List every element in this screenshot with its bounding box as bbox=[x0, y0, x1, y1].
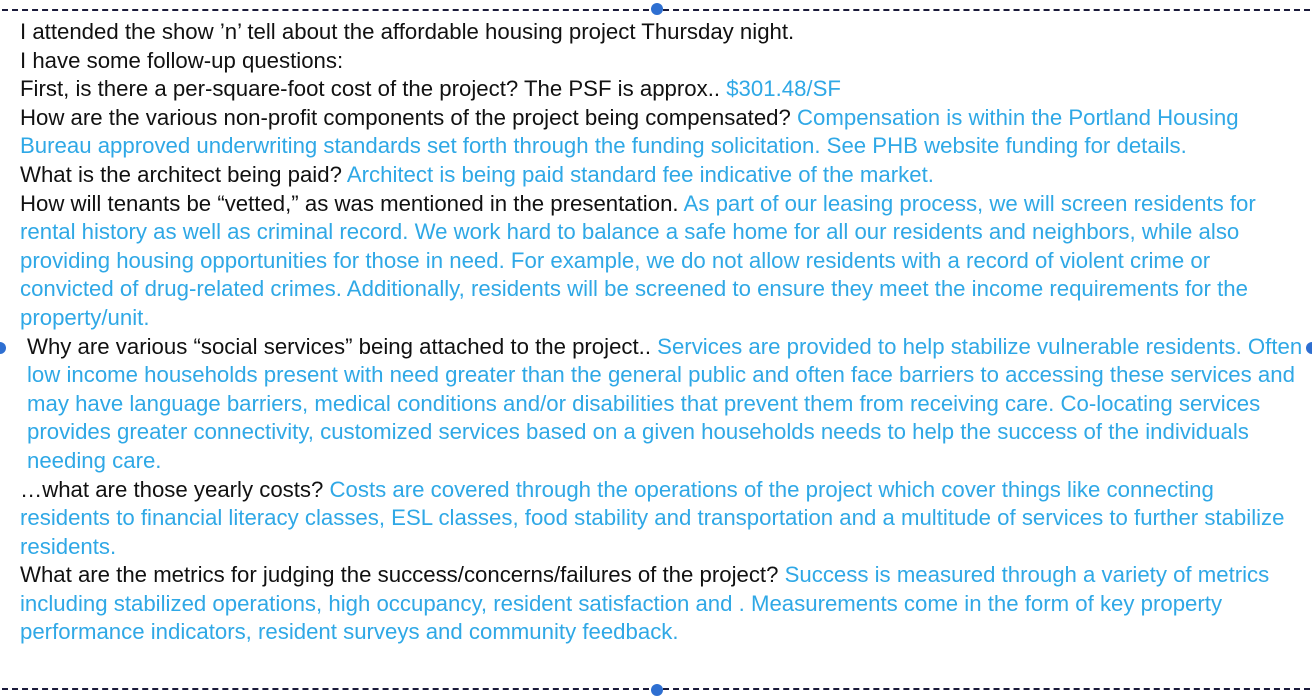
qa-paragraph bbox=[20, 333, 1310, 476]
question-text: First, is there a per-square-foot cost of the project? The PSF is approx.. bbox=[20, 76, 727, 102]
answer-text: Success is measured through a variety of metrics including stabilized operations, high occupancy, resident satisfaction and . Measurements come in the form of key property performance indicators, resident surveys and community feedback. bbox=[20, 562, 1270, 645]
question-text: What are the metrics for judging the success/concerns/failures of the project? bbox=[20, 562, 785, 588]
question-text: How will tenants be “vetted,” as was mentioned in the presentation. bbox=[20, 190, 684, 216]
intro-line: I have some follow-up questions: bbox=[20, 47, 344, 73]
qa-paragraph bbox=[20, 561, 1310, 647]
question-text: …what are those yearly costs? bbox=[20, 476, 330, 502]
answer-text: Services are provided to help stabilize vulnerable residents. Often low income households present with need greater than the general public and often face barriers to accessing these services and may have language barriers, medical conditions and/or disabilities that prevent them from receiving care. Co-locating services provides greater connectivity, customized services based on a given households needs to help the success of the individuals needing care. bbox=[27, 333, 1303, 473]
text-box-content[interactable] bbox=[20, 18, 1310, 647]
qa-paragraph bbox=[20, 75, 1310, 104]
question-text: Why are various “social services” being attached to the project.. bbox=[27, 333, 658, 359]
answer-text: $301.48/SF bbox=[726, 76, 841, 102]
qa-paragraph bbox=[20, 104, 1310, 161]
qa-paragraph bbox=[20, 161, 1310, 190]
qa-paragraph bbox=[20, 476, 1310, 562]
answer-text: Architect is being paid standard fee indicative of the market. bbox=[346, 161, 934, 187]
qa-paragraph bbox=[20, 190, 1310, 333]
question-text: How are the various non-profit components of the project being compensated? bbox=[20, 104, 798, 130]
answer-text: Compensation is within the Portland Housing Bureau approved underwriting standards set forth through the funding solicitation. See PHB website funding for details. bbox=[20, 104, 1239, 159]
question-text: What is the architect being paid? bbox=[20, 161, 347, 187]
intro-line: I attended the show ’n’ tell about the affordable housing project Thursday night. bbox=[20, 19, 795, 44]
answer-text: As part of our leasing process, we will screen residents for rental history as well as criminal record. We work hard to balance a safe home for all our residents and neighbors, while also providing housing opportunities for those in need. For example, we do not allow residents with a record of violent crime or convicted of drug-related crimes. Additionally, residents will be screened to ensure they meet the income requirements for the property/unit. bbox=[20, 190, 1256, 330]
resize-handle-top[interactable] bbox=[651, 3, 663, 15]
resize-handle-bottom[interactable] bbox=[651, 684, 663, 696]
answer-text: Costs are covered through the operations of the project which cover things like connecting residents to financial literacy classes, ESL classes, food stability and transportation and a multitude of services to further stabilize residents. bbox=[20, 476, 1285, 559]
